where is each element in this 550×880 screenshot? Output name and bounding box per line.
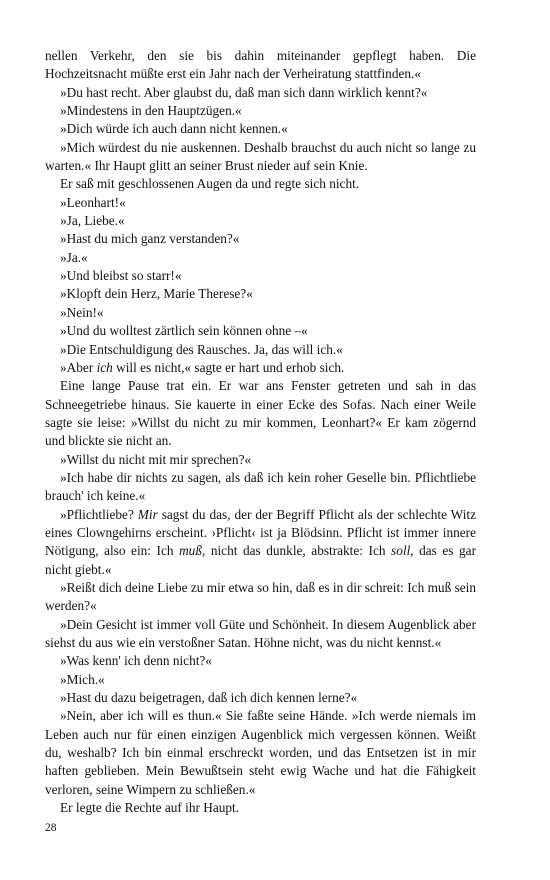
paragraph: »Willst du nicht mit mir sprechen?«	[60, 451, 252, 467]
paragraph: »Ich habe dir nichts zu sagen, als daß ich kein roher Geselle bin. Pflichtliebe brauch' ich keine.«	[45, 469, 476, 504]
text-run: , nicht das dunkle, abstrakte: Ich	[201, 543, 392, 559]
paragraph: »Dich würde ich auch dann nicht kennen.«	[60, 121, 288, 137]
paragraph	[45, 359, 476, 377]
page-number: 28	[45, 822, 57, 834]
text-run: sagst du das, der der Begriff Pflicht als der schlechte Witz eines Clowngehirns erscheint. ›Pflicht‹ ist ja Blödsinn. Pflicht ist immer innere Nötigung, also ein: Ich	[45, 506, 476, 559]
paragraph: »Was kenn' ich denn nicht?«	[60, 653, 212, 669]
paragraph: Er saß mit geschlossenen Augen da und regte sich nicht.	[60, 176, 360, 192]
paragraph: »Ja.«	[60, 249, 88, 265]
paragraph: »Mindestens in den Hauptzügen.«	[60, 103, 242, 119]
paragraph: »Nein!«	[60, 304, 104, 320]
paragraph: »Und bleibst so starr!«	[60, 268, 182, 284]
paragraph: nellen Verkehr, den sie bis dahin miteinander gepflegt haben. Die Hochzeitsnacht müßte erst ein Jahr nach der Verheiratung stattfinden.«	[45, 48, 476, 82]
text-run: »Aber	[60, 359, 97, 375]
paragraph: »Du hast recht. Aber glaubst du, daß man sich dann wirklich kennt?«	[60, 84, 428, 100]
paragraph: »Reißt dich deine Liebe zu mir etwa so hin, daß es in dir schreit: Ich muß sein werden?«	[45, 579, 476, 614]
paragraph: »Hast du mich ganz verstanden?«	[60, 231, 240, 247]
paragraph: »Leonhart!«	[60, 194, 126, 210]
text-run: , das es gar nicht giebt.«	[45, 543, 476, 577]
paragraph: Er legte die Rechte auf ihr Haupt.	[60, 800, 240, 816]
paragraph: Eine lange Pause trat ein. Er war ans Fenster getreten und sah in das Schneegetriebe hinaus. Sie kauerte in einer Ecke des Sofas. Nach einer Weile sagte sie leise: »Willst du nicht zu mir kommen, Leonhart?« Er kam zögernd und blickte sie nicht an.	[45, 378, 476, 449]
paragraph: »Klopft dein Herz, Marie Therese?«	[60, 286, 253, 302]
page-body	[45, 47, 476, 817]
paragraph: »Mich.«	[60, 671, 105, 687]
paragraph	[45, 506, 476, 579]
paragraph: »Ja, Liebe.«	[60, 213, 125, 229]
paragraph: »Und du wolltest zärtlich sein können ohne –«	[60, 323, 308, 339]
emphasis: Mir	[137, 506, 158, 522]
paragraph: »Hast du dazu beigetragen, daß ich dich kennen lerne?«	[60, 690, 358, 706]
paragraph: »Nein, aber ich will es thun.« Sie faßte seine Hände. »Ich werde niemals im Leben auch nur für einen einzigen Augenblick mich vergessen können. Weißt du, weshalb? Ich bin einmal erschreckt worden, und das Entsetzen ist in mir haften geblieben. Mein Bewußtsein steht ewig Wache und hat die Fähigkeit verloren, seine Wimpern zu schließen.«	[45, 708, 476, 797]
emphasis: muß	[179, 543, 202, 559]
text-run: »Pflichtliebe?	[60, 506, 138, 522]
emphasis: soll	[391, 543, 411, 559]
paragraph: »Die Entschuldigung des Rausches. Ja, das will ich.«	[60, 341, 343, 357]
paragraph: »Dein Gesicht ist immer voll Güte und Schönheit. In diesem Augenblick aber siehst du aus wie ein verstoßner Satan. Höhne nicht, was du nicht kennst.«	[45, 616, 476, 650]
paragraph: »Mich würdest du nie auskennen. Deshalb brauchst du auch nicht so lange zu warten.« Ihr Haupt glitt an seiner Brust nieder auf sein Knie.	[45, 139, 476, 174]
text-run: will es nicht,« sagte er hart und erhob sich.	[112, 359, 345, 375]
emphasis: ich	[96, 359, 113, 375]
